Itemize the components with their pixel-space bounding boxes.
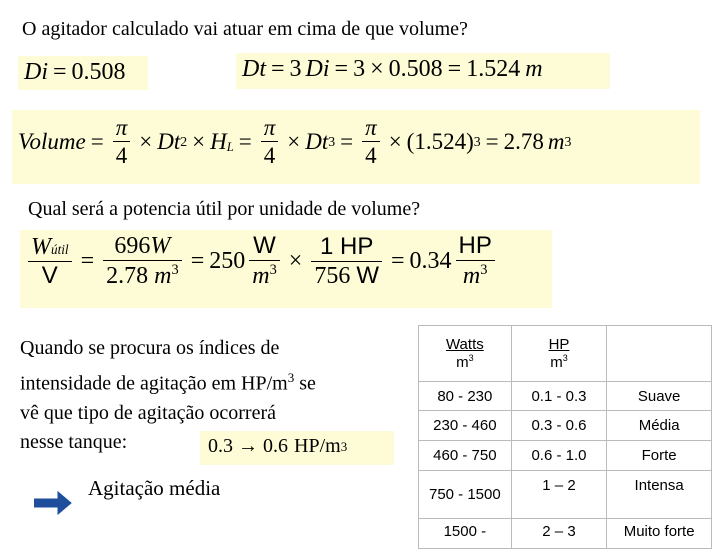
arrow-icon: →	[238, 435, 258, 457]
w-unit: W	[253, 232, 276, 259]
volume-equation: Volume = $\frac{\pi}{4}$ × Dt 2 × H L = $\frac{\pi}{4}$ × Dt 3 = $\frac{\pi}{4}$ × (1.524) 3 = 2.78 m 3	[12, 110, 700, 184]
four-den: 4	[115, 143, 128, 168]
paragraph-exp: 3	[287, 370, 295, 385]
header-watts-exp: 3	[468, 353, 474, 363]
di-value: 0.508	[71, 59, 126, 85]
table-row	[419, 382, 712, 411]
dt-value-paren: (1.524)	[406, 128, 474, 154]
table-cell: 230 - 460	[419, 411, 512, 441]
di-equation: Di = 0.508	[18, 56, 148, 90]
range-box	[200, 431, 394, 465]
range-unit: HP/m	[294, 435, 341, 457]
question-volume: O agitador calculado vai atuar em cima de que volume?	[22, 18, 468, 40]
table-cell: 1 – 2	[511, 471, 607, 519]
pi-symbol: π	[365, 115, 377, 140]
table-cell: 460 - 750	[419, 441, 512, 471]
hp-unit: HP	[458, 232, 492, 259]
paragraph-line-3: vê que tipo de agitação ocorrerá	[20, 401, 276, 424]
power-den-unit: m	[154, 263, 172, 289]
power-equation: $\frac{\text{Wútil}}{V}$ = $\frac{696W}{2.78 m^3}$ = 250 $\frac{W}{m^3}$ × $\frac{1 HP}{756 W}$ = 0.34 $\frac{HP}{m^3}$	[20, 230, 552, 308]
table-cell: Média	[607, 411, 712, 441]
right-arrow-icon	[34, 490, 72, 516]
header-watts-unit: Watts	[445, 336, 484, 353]
table-cell: 0.6 - 1.0	[511, 441, 607, 471]
h-subscript: L	[226, 140, 234, 154]
table-header-row	[419, 326, 712, 382]
table-cell: 1500 -	[419, 519, 512, 549]
table-cell: 0.3 - 0.6	[511, 411, 607, 441]
paragraph-line-2-end: se	[294, 372, 316, 395]
table-row	[419, 471, 712, 519]
paragraph-line-4: nesse tanque:	[20, 430, 128, 453]
exp-three: 3	[269, 262, 277, 278]
range-exp: 3	[340, 438, 348, 454]
volume-label: Volume	[18, 128, 86, 154]
table-cell: Suave	[607, 382, 712, 411]
power-result: 0.34	[409, 247, 452, 274]
table-row	[419, 519, 712, 549]
dt-symbol: Dt	[242, 56, 266, 82]
power-value: 250	[209, 247, 246, 274]
dt-multiplier: 3	[353, 56, 366, 82]
h-symbol: H	[210, 128, 227, 154]
table-cell: 750 - 1500	[419, 471, 512, 519]
question-power: Qual será a potencia útil por unidade de volume?	[28, 198, 421, 220]
header-watts-m: m	[456, 354, 469, 371]
exp-three: 3	[328, 133, 336, 149]
table-cell: Muito forte	[607, 519, 712, 549]
header-empty	[607, 326, 712, 382]
v-symbol: V	[41, 261, 58, 289]
exp-three: 3	[480, 262, 488, 278]
m-unit: m	[462, 263, 481, 289]
header-hp	[511, 326, 607, 382]
volume-result: 2.78	[503, 128, 544, 154]
table-cell: 0.1 - 0.3	[511, 382, 607, 411]
paragraph-line-2: intensidade de agitação em HP/m	[20, 372, 288, 395]
dt-result: 1.524	[466, 56, 521, 82]
table-row	[419, 441, 712, 471]
power-num-unit: W	[150, 233, 171, 259]
dt-unit: m	[525, 56, 543, 82]
range-high: 0.6	[263, 435, 288, 457]
vol-dt-symbol: Dt	[305, 128, 329, 154]
exp-three: 3	[171, 262, 179, 278]
power-den: 2.78	[106, 263, 149, 289]
exp-two: 2	[180, 133, 188, 149]
header-hp-m: m	[550, 354, 563, 371]
header-hp-exp: 3	[562, 353, 568, 363]
table-cell: Intensa	[607, 471, 712, 519]
conv-den-unit: W	[356, 261, 379, 289]
table-cell: Forte	[607, 441, 712, 471]
pi-symbol: π	[115, 115, 128, 140]
hp-numerator: 1 HP	[319, 232, 374, 260]
w-symbol: W	[31, 233, 51, 260]
exp-three: 3	[473, 133, 481, 149]
vol-dt-symbol: Dt	[157, 128, 181, 154]
volume-unit: m	[547, 128, 565, 154]
table-row	[419, 411, 712, 441]
header-hp-unit: HP	[548, 336, 570, 353]
w-subscript: útil	[51, 241, 69, 257]
dt-factor: 3	[289, 56, 302, 82]
exp-three: 3	[564, 133, 572, 149]
table-cell: 2 – 3	[511, 519, 607, 549]
dt-equation: Dt = 3 Di = 3 × 0.508 = 1.524 m	[236, 53, 610, 89]
power-num: 696	[114, 233, 151, 259]
pi-symbol: π	[263, 115, 276, 140]
paragraph-line-1: Quando se procura os índices de	[20, 337, 280, 359]
table-cell: 80 - 230	[419, 382, 512, 411]
range-low: 0.3	[208, 435, 233, 457]
agitation-table	[418, 325, 712, 549]
header-watts	[419, 326, 512, 382]
di-symbol: Di	[24, 59, 48, 85]
four-den: 4	[263, 143, 276, 168]
dt-di-value: 0.508	[388, 56, 443, 82]
conclusion-text: Agitação média	[88, 476, 221, 500]
m-unit: m	[252, 263, 270, 289]
four-den: 4	[365, 143, 377, 168]
dt-di-symbol: Di	[305, 56, 330, 82]
conv-den: 756	[314, 262, 351, 289]
